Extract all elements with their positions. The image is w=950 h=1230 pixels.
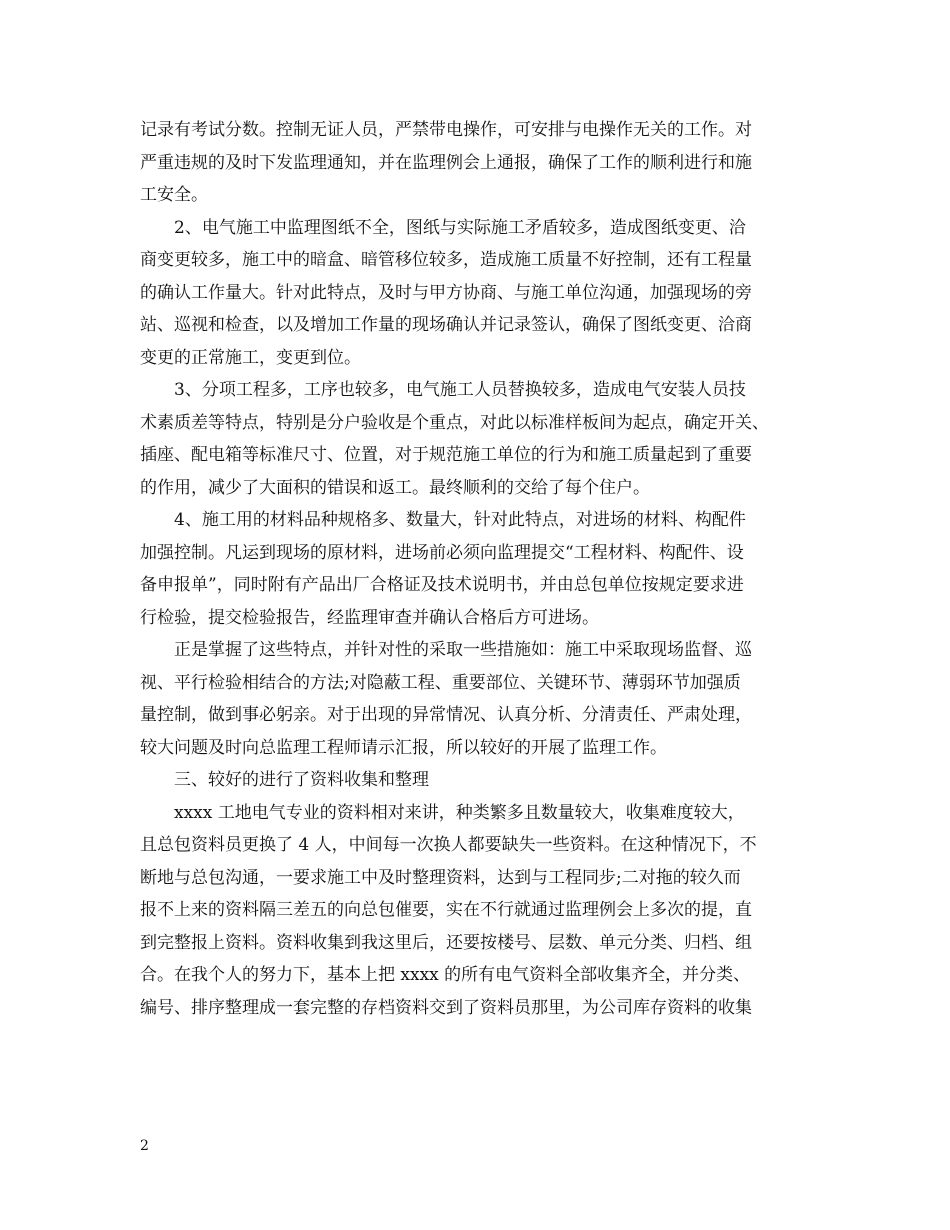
text-line: 正是掌握了这些特点，并针对性的采取一些措施如：施工中采取现场监督、巡 <box>174 640 752 660</box>
text-line: 的确认工作量大。针对此特点，及时与甲方协商、与施工单位沟通，加强现场的旁 <box>140 282 752 303</box>
text-line: 插座、配电箱等标准尺寸、位置，对于规范施工单位的行为和施工质量起到了重要 <box>140 445 752 465</box>
text-line: 量控制，做到事必躬亲。对于出现的异常情况、认真分析、分清责任、严肃处理， <box>140 705 752 725</box>
text-line: 3、分项工程多，工序也较多，电气施工人员替换较多，造成电气安装人员技 <box>174 380 746 400</box>
text-line: 到完整报上资料。资料收集到我这里后，还要按楼号、层数、单元分类、归档、组 <box>140 932 752 953</box>
text-line: 严重违规的及时下发监理通知，并在监理例会上通报，确保了工作的顺利进行和施 <box>140 152 752 173</box>
text-line: 视、平行检验相结合的方法;对隐蔽工程、重要部位、关键环节、薄弱环节加强质 <box>140 672 741 693</box>
text-line: 工安全。 <box>140 185 208 205</box>
text-line: 4、施工用的材料品种规格多、数量大，针对此特点，对进场的材料、构配件 <box>174 510 746 530</box>
text-line: 较大问题及时向总监理工程师请示汇报，所以较好的开展了监理工作。 <box>140 737 667 758</box>
text-line: 合。在我个人的努力下，基本上把 xxxx 的所有电气资料全部收集齐全，并分类、 <box>140 965 751 985</box>
text-line: 2、电气施工中监理图纸不全，图纸与实际施工矛盾较多，造成图纸变更、洽 <box>174 217 746 238</box>
text-line: 术素质差等特点，特别是分户验收是个重点，对此以标准样板间为起点，确定开关、 <box>140 412 769 433</box>
text-line: 且总包资料员更换了 4 人，中间每一次换人都要缺失一些资料。在这种情况下，不 <box>140 835 757 855</box>
page-number: 2 <box>140 1138 149 1154</box>
text-line: 行检验，提交检验报告，经监理审查并确认合格后方可进场。 <box>140 607 599 628</box>
text-line: 的作用，减少了大面积的错误和返工。最终顺利的交给了每个住户。 <box>140 477 650 498</box>
text-line: 备申报单”，同时附有产品出厂合格证及技术说明书，并由总包单位按规定要求进 <box>140 575 744 595</box>
text-line: 商变更较多，施工中的暗盒、暗管移位较多，造成施工质量不好控制，还有工程量 <box>140 250 752 270</box>
text-line: 变更的正常施工，变更到位。 <box>140 347 361 368</box>
text-line: 断地与总包沟通，一要求施工中及时整理资料，达到与工程同步;二对拖的较久而 <box>140 867 741 888</box>
text-line: xxxx 工地电气专业的资料相对来讲，种类繁多且数量较大，收集难度较大， <box>174 802 745 823</box>
document-body <box>140 114 825 1024</box>
text-line: 站、巡视和检查，以及增加工作量的现场确认并记录签认，确保了图纸变更、洽商 <box>140 315 752 335</box>
text-line: 报不上来的资料隔三差五的向总包催要，实在不行就通过监理例会上多次的提，直 <box>140 900 752 920</box>
text-line: 编号、排序整理成一套完整的存档资料交到了资料员那里，为公司库存资料的收集 <box>140 997 752 1018</box>
text-line: 三、较好的进行了资料收集和整理 <box>174 770 429 790</box>
text-line: 加强控制。凡运到现场的原材料，进场前必须向监理提交“工程材料、构配件、设 <box>140 542 744 563</box>
text-line: 记录有考试分数。控制无证人员，严禁带电操作，可安排与电操作无关的工作。对 <box>140 120 752 140</box>
